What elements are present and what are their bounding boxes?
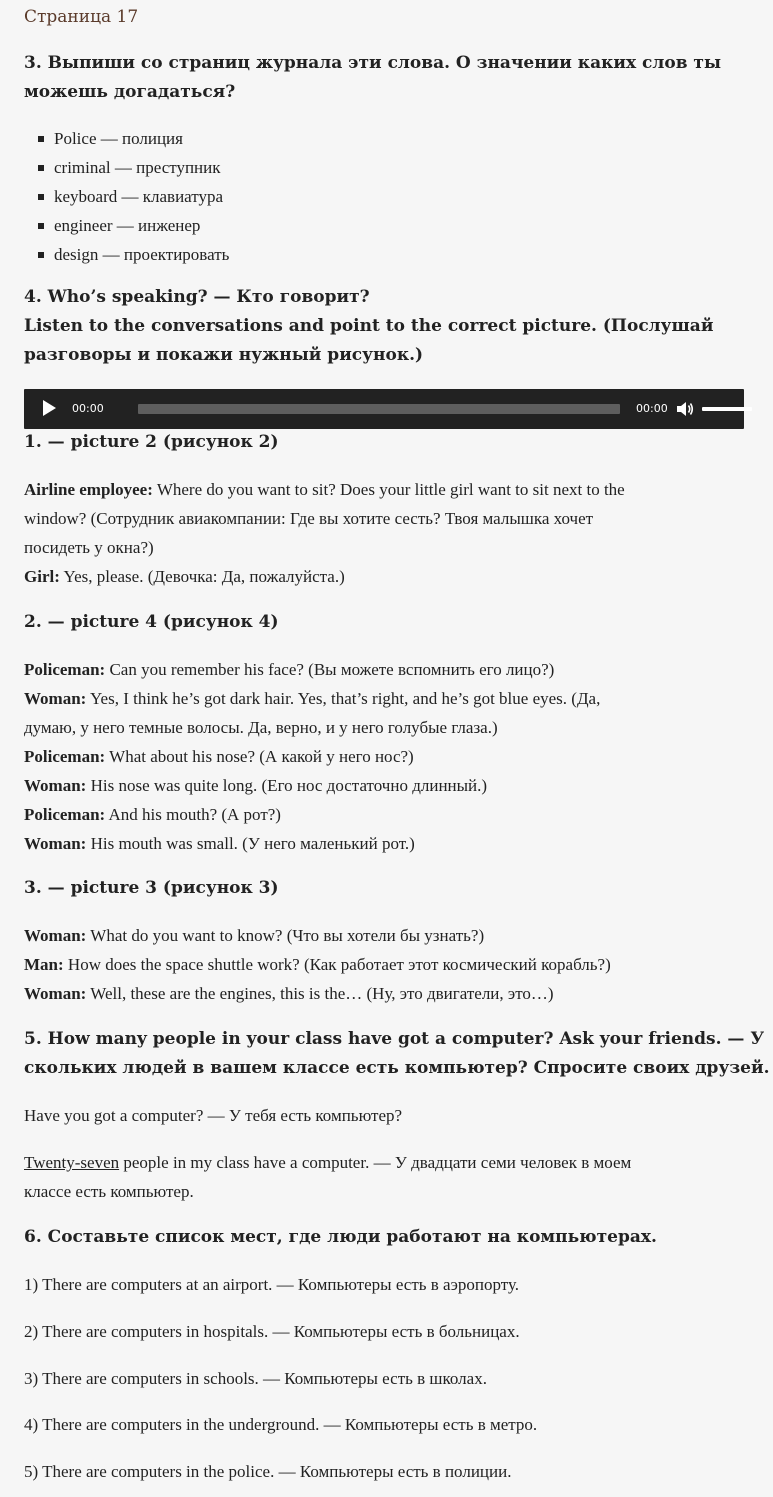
speaker-name: Woman: [24, 926, 87, 945]
speech: His nose was quite long. (Его нос достаточно длинный.) [86, 776, 488, 795]
dialogue-line [24, 950, 745, 979]
task6-heading: 6. Составьте список мест, где люди работают на компьютерах. [24, 1227, 657, 1247]
speaker-name: Woman: [24, 834, 87, 853]
speech: How does the space shuttle work? (Как работает этот космический корабль?) [63, 955, 611, 974]
list-item: Police — полиция [24, 124, 745, 153]
page-label: Страница 17 [24, 7, 139, 27]
speaker-name: Policeman: [24, 747, 106, 766]
task5-heading [24, 1025, 770, 1083]
speaker-name: Woman: [24, 689, 87, 708]
speaker-name: Woman: [24, 776, 87, 795]
volume-icon[interactable] [676, 400, 694, 418]
speech: And his mouth? (А рот?) [105, 805, 281, 824]
speech: Where do you want to sit? Does your little girl want to sit next to the [152, 480, 625, 499]
list-item: engineer — инженер [24, 211, 745, 240]
speech: Yes, please. (Девочка: Да, пожалуйста.) [59, 567, 345, 586]
volume-slider[interactable] [702, 407, 752, 411]
dialogue-line [24, 921, 745, 950]
speech: Well, these are the engines, this is the… (Ну, это двигатели, это…) [86, 984, 554, 1003]
speaker-name: Policeman: [24, 805, 106, 824]
task5-heading-line: скольких людей в вашем классе есть компьютер? Спросите своих друзей. [24, 1058, 770, 1078]
speech: Can you remember his face? (Вы можете вспомнить его лицо?) [105, 660, 555, 679]
list-item: 1) There are computers at an airport. — Компьютеры есть в аэропорту. [24, 1275, 520, 1294]
list-item: design — проектировать [24, 240, 745, 269]
speech: What do you want to know? (Что вы хотели бы узнать?) [86, 926, 485, 945]
answer-line [24, 1148, 745, 1177]
dialogue-line [24, 771, 745, 800]
task3-heading-line: можешь догадаться? [24, 82, 236, 102]
speaker-name: Woman: [24, 984, 87, 1003]
speech: Yes, I think he’s got dark hair. Yes, that’s right, and he’s got blue eyes. (Да, [86, 689, 601, 708]
speech: His mouth was small. (У него маленький рот.) [86, 834, 415, 853]
dialogue-line [24, 475, 745, 504]
dialogue-line [24, 655, 745, 684]
dialogue-line [24, 742, 745, 771]
speaker-name: Airline employee: [24, 480, 153, 499]
dialogue-line [24, 829, 745, 858]
dialogue-line: посидеть у окна?) [24, 538, 154, 557]
underlined-number: Twenty-seven [24, 1153, 120, 1172]
task4-heading-line: разговоры и покажи нужный рисунок.) [24, 345, 424, 365]
answer-line: классе есть компьютер. [24, 1182, 194, 1201]
current-time: 00:00 [72, 402, 104, 415]
speech: думаю, у него темные волосы. Да, верно, и у него голубые глаза.) [24, 718, 498, 737]
dialogue-line [24, 684, 745, 713]
speaker-name: Girl: [24, 567, 60, 586]
speech: What about his nose? (А какой у него нос?) [105, 747, 414, 766]
task4-heading [24, 283, 745, 370]
conv3-title: 3. — picture 3 (рисунок 3) [24, 878, 279, 898]
conv2-body [24, 655, 745, 858]
duration-time: 00:00 [636, 402, 668, 415]
speaker-name: Policeman: [24, 660, 106, 679]
task4-heading-line: 4. Who’s speaking? — Кто говорит? [24, 287, 370, 307]
dialogue-line [24, 800, 745, 829]
list-item: 2) There are computers in hospitals. — Компьютеры есть в больницах. [24, 1322, 520, 1341]
list-item: 3) There are computers in schools. — Компьютеры есть в школах. [24, 1369, 487, 1388]
answer-text: people in my class have a computer. — У двадцати семи человек в моем [119, 1153, 632, 1172]
conv1-body [24, 475, 745, 591]
speaker-name: Man: [24, 955, 64, 974]
dialogue-line [24, 562, 745, 591]
progress-rail[interactable] [138, 404, 620, 414]
play-icon[interactable] [43, 400, 56, 416]
dialogue-line: window? (Сотрудник авиакомпании: Где вы хотите сесть? Твоя малышка хочет [24, 509, 594, 528]
task3-heading [24, 49, 745, 107]
list-item: 5) There are computers in the police. — Компьютеры есть в полиции. [24, 1462, 512, 1481]
word-list [24, 124, 745, 269]
task4-heading-line: Listen to the conversations and point to the correct picture. (Послушай [24, 316, 714, 336]
conv3-body [24, 921, 745, 1008]
task5-heading-line: 5. How many people in your class have got a computer? Ask your friends. — У [24, 1029, 765, 1049]
task3-heading-line: 3. Выпиши со страниц журнала эти слова. О значении каких слов ты [24, 53, 721, 73]
dialogue-line [24, 979, 745, 1008]
conv1-title: 1. — picture 2 (рисунок 2) [24, 432, 279, 452]
dialogue-line [24, 713, 745, 742]
list-item: criminal — преступник [24, 153, 745, 182]
conv2-title: 2. — picture 4 (рисунок 4) [24, 612, 279, 632]
task5-answer [24, 1148, 745, 1206]
task5-question: Have you got a computer? — У тебя есть компьютер? [24, 1106, 403, 1125]
audio-player [24, 389, 744, 429]
list-item: 4) There are computers in the underground. — Компьютеры есть в метро. [24, 1415, 538, 1434]
list-item: keyboard — клавиатура [24, 182, 745, 211]
